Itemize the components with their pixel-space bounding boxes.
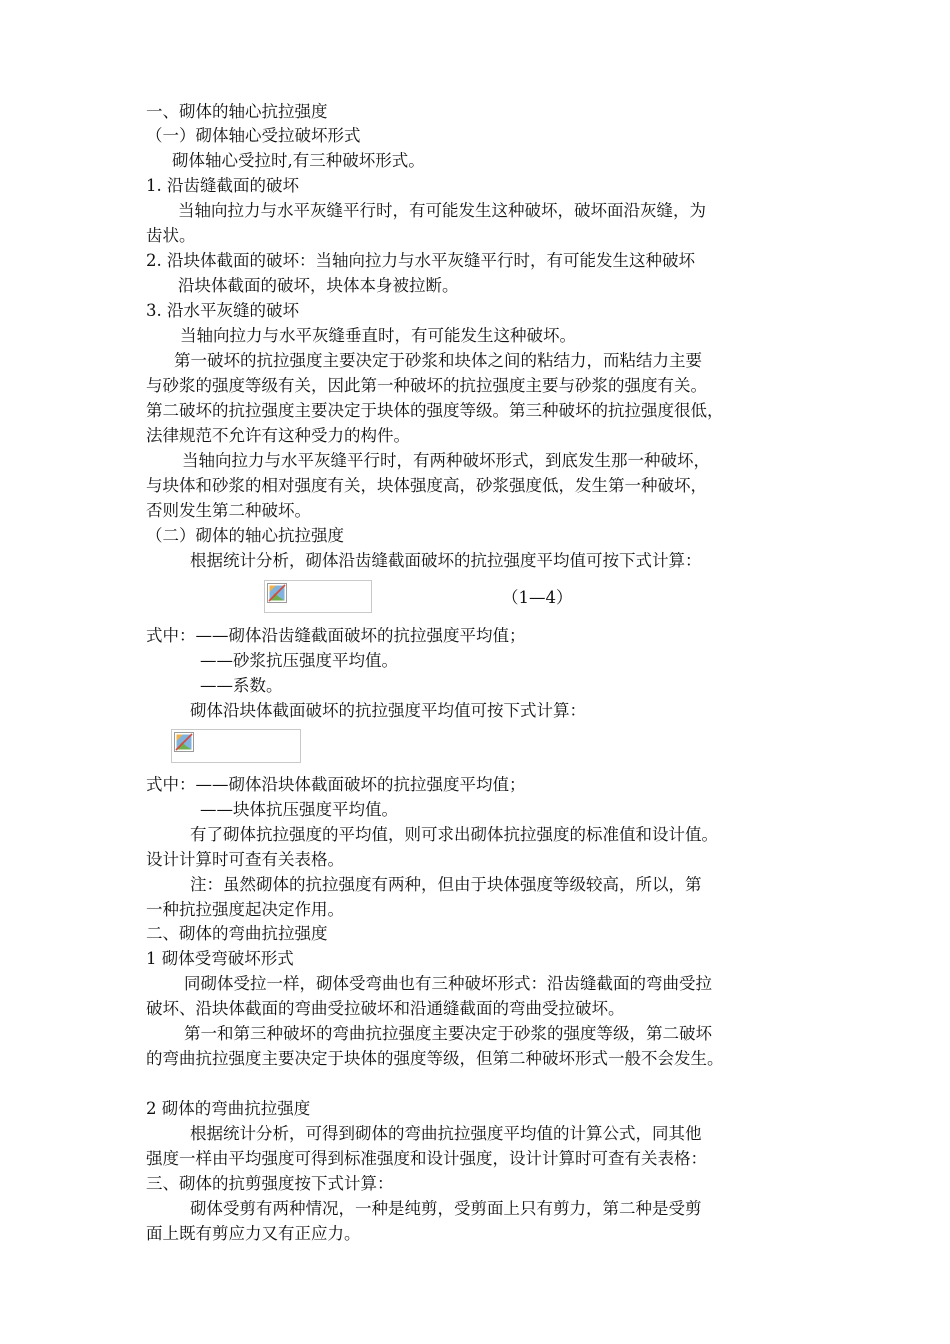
section-heading: 三、砌体的抗剪强度按下式计算： <box>146 1174 394 1193</box>
subsection-heading: 2 砌体的弯曲抗拉强度 <box>146 1099 311 1118</box>
paragraph-line: 沿块体截面的破坏，块体本身被拉断。 <box>178 276 459 295</box>
paragraph-line: 砌体沿块体截面破坏的抗拉强度平均值可按下式计算： <box>190 701 586 720</box>
paragraph-line: 第一和第三种破坏的弯曲抗拉强度主要决定于砂浆的强度等级，第二破坏 <box>184 1024 712 1043</box>
paragraph-line: 的弯曲抗拉强度主要决定于块体的强度等级，但第二种破坏形式一般不会发生。 <box>146 1049 724 1068</box>
paragraph-line: 当轴向拉力与水平灰缝平行时，有两种破坏形式，到底发生那一种破坏， <box>182 451 710 470</box>
paragraph-line: ——系数。 <box>200 676 283 695</box>
paragraph-line: 与块体和砂浆的相对强度有关，块体强度高，砂浆强度低，发生第一种破坏， <box>146 476 707 495</box>
paragraph-line: 当轴向拉力与水平灰缝平行时，有可能发生这种破坏，破坏面沿灰缝，为 <box>178 201 706 220</box>
paragraph-line: 根据统计分析，可得到砌体的弯曲抗拉强度平均值的计算公式，同其他 <box>190 1124 702 1143</box>
paragraph-line: 根据统计分析，砌体沿齿缝截面破坏的抗拉强度平均值可按下式计算： <box>190 551 702 570</box>
paragraph-line: 有了砌体抗拉强度的平均值，则可求出砌体抗拉强度的标准值和设计值。 <box>190 825 718 844</box>
paragraph-line: ——砂浆抗压强度平均值。 <box>200 651 398 670</box>
paragraph-line: 与砂浆的强度等级有关，因此第一种破坏的抗拉强度主要与砂浆的强度有关。 <box>146 376 707 395</box>
paragraph-line: 否则发生第二种破坏。 <box>146 501 311 520</box>
list-item: 3. 沿水平灰缝的破坏 <box>146 301 299 320</box>
paragraph-line: 砌体受剪有两种情况，一种是纯剪，受剪面上只有剪力，第二种是受剪 <box>190 1199 702 1218</box>
paragraph-line: 面上既有剪应力又有正应力。 <box>146 1224 361 1243</box>
paragraph-line: 砌体轴心受拉时,有三种破坏形式。 <box>172 151 425 170</box>
subsection-heading: 1 砌体受弯破坏形式 <box>146 949 294 968</box>
paragraph-line: 法律规范不允许有这种受力的构件。 <box>146 426 410 445</box>
section-heading: 二、砌体的弯曲抗拉强度 <box>146 924 328 943</box>
note-line: 一种抗拉强度起决定作用。 <box>146 900 344 919</box>
broken-image-icon <box>174 732 194 752</box>
list-item: 2. 沿块体截面的破坏：当轴向拉力与水平灰缝平行时，有可能发生这种破坏 <box>146 251 695 270</box>
subsection-heading: （一）砌体轴心受拉破坏形式 <box>146 126 361 145</box>
paragraph-line: 齿状。 <box>146 226 196 245</box>
paragraph-line: 第一破坏的抗拉强度主要决定于砂浆和块体之间的粘结力，而粘结力主要 <box>174 351 702 370</box>
paragraph-line: 破坏、沿块体截面的弯曲受拉破坏和沿通缝截面的弯曲受拉破坏。 <box>146 999 625 1018</box>
paragraph-line: 强度一样由平均强度可得到标准强度和设计强度，设计计算时可查有关表格： <box>146 1149 707 1168</box>
note-line: 注：虽然砌体的抗拉强度有两种，但由于块体强度等级较高，所以，第 <box>190 875 702 894</box>
paragraph-line: 式中：——砌体沿齿缝截面破坏的抗拉强度平均值； <box>146 626 526 645</box>
formula-image-2 <box>171 729 301 763</box>
equation-number: （1—4） <box>502 588 573 607</box>
list-item: 1. 沿齿缝截面的破坏 <box>146 176 299 195</box>
paragraph-line: 当轴向拉力与水平灰缝垂直时，有可能发生这种破坏。 <box>180 326 576 345</box>
paragraph-line: 第二破坏的抗拉强度主要决定于块体的强度等级。第三种破坏的抗拉强度很低， <box>146 401 724 420</box>
paragraph-line: 同砌体受拉一样，砌体受弯曲也有三种破坏形式：沿齿缝截面的弯曲受拉 <box>184 974 712 993</box>
paragraph-line: 设计计算时可查有关表格。 <box>146 850 344 869</box>
subsection-heading: （二）砌体的轴心抗拉强度 <box>146 526 344 545</box>
broken-image-icon <box>267 583 287 603</box>
paragraph-line: 式中：——砌体沿块体截面破坏的抗拉强度平均值； <box>146 775 526 794</box>
section-heading: 一、砌体的轴心抗拉强度 <box>146 102 328 121</box>
formula-image-1 <box>264 580 372 613</box>
paragraph-line: ——块体抗压强度平均值。 <box>200 800 398 819</box>
